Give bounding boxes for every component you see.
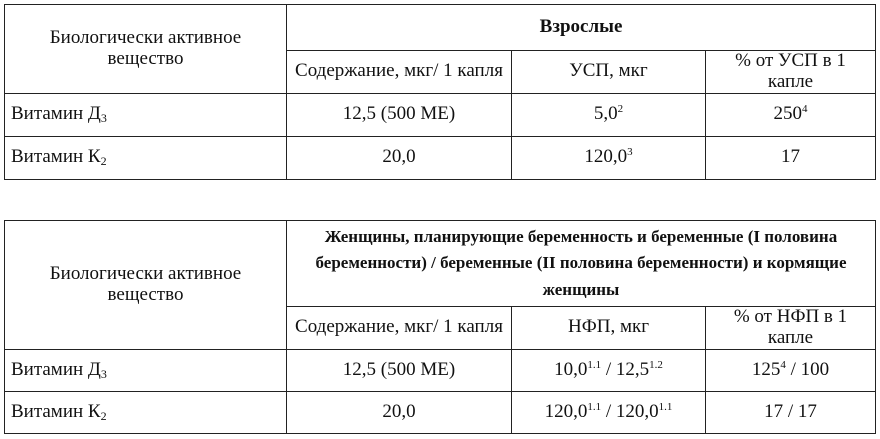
norm-column-header: УСП, мкг: [512, 51, 706, 94]
table-row: [5, 93, 876, 136]
percent-cell: $250^4$: [706, 93, 876, 136]
percent-cell: 17: [706, 136, 876, 179]
percent-column-header: % от УСП в 1 капле: [706, 51, 876, 94]
norm-column-header: НФП, мкг: [512, 307, 706, 350]
percent-column-header: % от НФП в 1 капле: [706, 307, 876, 350]
norm-cell: $5,0^2$: [512, 93, 706, 136]
content-column-header: Содержание, мкг/ 1 капля: [287, 307, 512, 350]
content-cell: 20,0: [287, 136, 512, 179]
content-cell: 12,5 (500 МЕ): [287, 93, 512, 136]
percent-cell: $125^4 / 100$: [706, 349, 876, 391]
content-column-header: Содержание, мкг/ 1 капля: [287, 51, 512, 94]
substance-column-header: Биологически активное вещество: [5, 221, 287, 350]
group-header: Женщины, планирующие беременность и беременные (I половина беременности) / беременные (II половина беременности) и кормящие женщины: [287, 221, 876, 307]
substance-column-header: Биологически активное вещество: [5, 5, 287, 94]
adults-table: [4, 4, 876, 180]
group-header: Взрослые: [287, 5, 876, 51]
table-row: [5, 136, 876, 179]
norm-cell: $120,0^{1.1} / 120,0^{1.1}$: [512, 391, 706, 433]
percent-cell: 17 / 17: [706, 391, 876, 433]
substance-cell: Витамин $К_2$: [5, 136, 287, 179]
substance-cell: Витамин $Д_3$: [5, 349, 287, 391]
table-row: [5, 349, 876, 391]
norm-cell: 120,0$^3$: [512, 136, 706, 179]
substance-cell: Витамин $Д_3$: [5, 93, 287, 136]
content-cell: 20,0: [287, 391, 512, 433]
table-row: [5, 391, 876, 433]
women-table: [4, 220, 876, 434]
substance-cell: Витамин $К_2$: [5, 391, 287, 433]
content-cell: 12,5 (500 МЕ): [287, 349, 512, 391]
norm-cell: $10,0^{1.1} / 12,5^{1.2}$: [512, 349, 706, 391]
